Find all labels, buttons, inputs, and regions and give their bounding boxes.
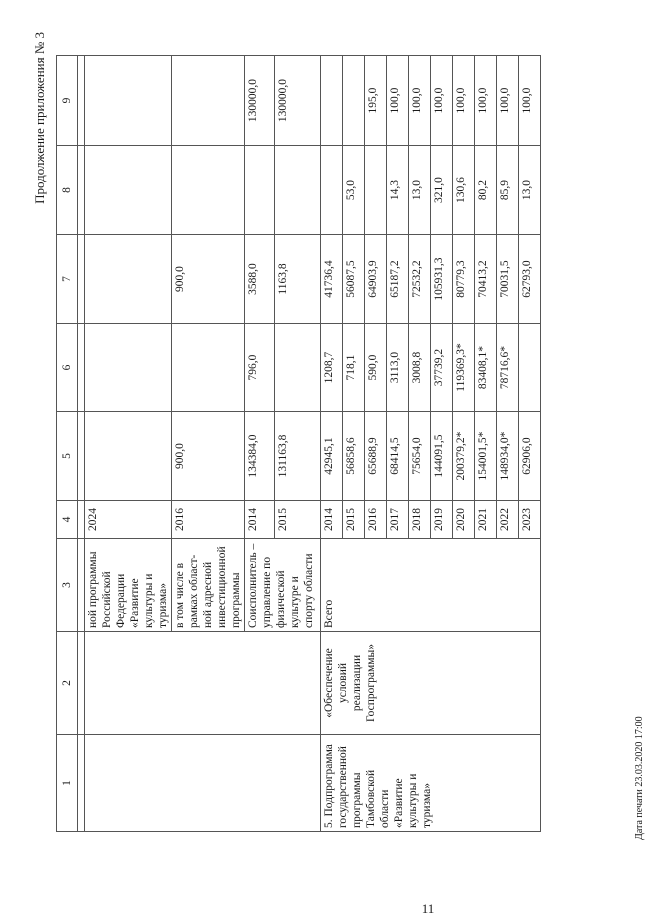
table-row: [85, 56, 172, 832]
value-cell: 900,0: [172, 235, 245, 324]
header-cell: 1: [57, 735, 78, 832]
table-row: 5. Подпрограмма государственной программы Тамбовской области «Развитие культуры и туризма» «Обеспечение условий реализации Госпрограммы» Всего 2014 42945,1 1208,7 41736,4: [321, 56, 343, 832]
header-cell: 6: [57, 324, 78, 412]
header-cell: 7: [57, 235, 78, 324]
table-row: 2021 154001,5* 83408,1* 70413,2 80,2 100,0: [475, 56, 497, 832]
print-date: Дата печати 23.03.2020 17:00: [634, 716, 645, 840]
blank-row: [78, 56, 85, 832]
column-number-row: [57, 56, 78, 832]
table-row: 2022 148934,0* 78716,6* 70031,5 85,9 100,0: [497, 56, 519, 832]
coexecutor-cell: Соисполнитель – управление по физической культуре и спорту области: [245, 539, 321, 632]
header-cell: 2: [57, 632, 78, 735]
program-name-cell: ной программы Российской Федерации «Развитие культуры и туризма»: [85, 539, 172, 632]
table-row: 2023 62906,0 62793,0 13,0 100,0: [519, 56, 541, 832]
rotated-page: [32, 28, 645, 916]
table-row: 2015 56858,6 718,1 56087,5 53,0: [343, 56, 365, 832]
table-row: 2015 131163,8 1163,8 130000,0: [275, 56, 321, 832]
budget-table: [56, 55, 541, 832]
subprogram-goal-cell: «Обеспечение условий реализации Госпрограммы»: [321, 632, 541, 735]
total-label-cell: Всего: [321, 539, 541, 632]
table-row: 2019 144091,5 37739,2 105931,3 321,0 100,0: [431, 56, 453, 832]
subprogram-name-cell: 5. Подпрограмма государственной программы Тамбовской области «Развитие культуры и туризма»: [321, 735, 541, 832]
value-cell: 900,0: [172, 412, 245, 501]
appendix-label: Продолжение приложения № 3: [32, 32, 47, 204]
header-cell: 3: [57, 539, 78, 632]
table-row: 2016 65688,9 590,0 64903,9 195,0: [365, 56, 387, 832]
table-row: 2018 75654,0 3008,8 72532,2 13,0 100,0: [409, 56, 431, 832]
header-cell: 8: [57, 146, 78, 235]
header-cell: 5: [57, 412, 78, 501]
year-cell: 2024: [85, 501, 172, 539]
year-cell: 2016: [172, 501, 245, 539]
investment-program-cell: в том числе в рамках област-ной адресной инвестиционной программы: [172, 539, 245, 632]
table-row: 2017 68414,5 3113,0 65187,2 14,3 100,0: [387, 56, 409, 832]
table-row: 2020 200379,2* 119369,3* 80779,3 130,6 100,0: [453, 56, 475, 832]
header-cell: 4: [57, 501, 78, 539]
header-cell: 9: [57, 56, 78, 146]
table-row: Соисполнитель – управление по физической культуре и спорту области 2014 134384,0 796,0 3588,0 130000,0: [245, 56, 275, 832]
page-number: 11: [421, 901, 435, 916]
